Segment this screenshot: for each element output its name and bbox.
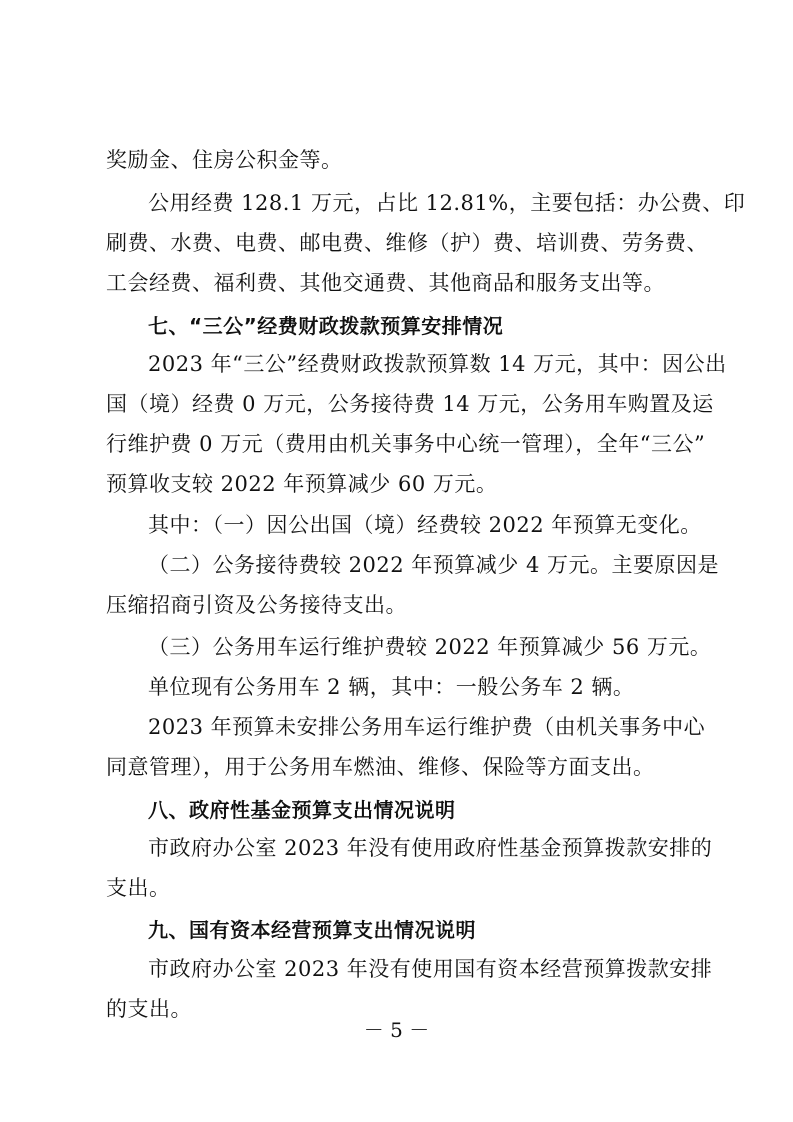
paragraph-line: （三）公务用车运行维护费较 2022 年预算减少 56 万元。 (148, 635, 712, 659)
paragraph-line: 压缩招商引资及公务接待支出。 (106, 593, 407, 617)
section-heading-nine: 九、国有资本经营预算支出情况说明 (148, 918, 476, 942)
paragraph-line: 预算收支较 2022 年预算减少 60 万元。 (106, 472, 498, 496)
paragraph-line: 支出。 (106, 876, 171, 900)
paragraph-line: 市政府办公室 2023 年没有使用国有资本经营预算拨款安排 (148, 957, 713, 981)
paragraph-line: （二）公务接待费较 2022 年预算减少 4 万元。主要原因是 (148, 553, 720, 577)
paragraph-line: 其中：（一）因公出国（境）经费较 2022 年预算无变化。 (148, 513, 702, 537)
paragraph-line: 工会经费、福利费、其他交通费、其他商品和服务支出等。 (106, 271, 665, 295)
paragraph-line: 刷费、水费、电费、邮电费、维修（护）费、培训费、劳务费、 (106, 231, 708, 255)
section-heading-eight: 八、政府性基金预算支出情况说明 (148, 798, 456, 822)
paragraph-line: 市政府办公室 2023 年没有使用政府性基金预算拨款安排的 (148, 836, 713, 860)
paragraph-line: 奖励金、住房公积金等。 (106, 148, 343, 172)
paragraph-line: 2023 年预算未安排公务用车运行维护费（由机关事务中心 (148, 715, 706, 739)
paragraph-line: 同意管理），用于公务用车燃油、维修、保险等方面支出。 (106, 755, 655, 779)
page-number: － 5 － (363, 1018, 430, 1042)
paragraph-line: 国（境）经费 0 万元，公务接待费 14 万元，公务用车购置及运 (106, 392, 714, 416)
paragraph-line: 单位现有公务用车 2 辆，其中：一般公务车 2 辆。 (148, 675, 635, 699)
section-heading-seven: 七、“三公”经费财政拨款预算安排情况 (148, 314, 504, 338)
paragraph-line: 公用经费 128.1 万元，占比 12.81%，主要包括：办公费、印 (148, 191, 746, 215)
paragraph-line: 的支出。 (106, 997, 192, 1021)
paragraph-line: 2023 年“三公”经费财政拨款预算数 14 万元，其中：因公出 (148, 352, 727, 376)
paragraph-line: 行维护费 0 万元（费用由机关事务中心统一管理），全年“三公” (106, 432, 706, 456)
